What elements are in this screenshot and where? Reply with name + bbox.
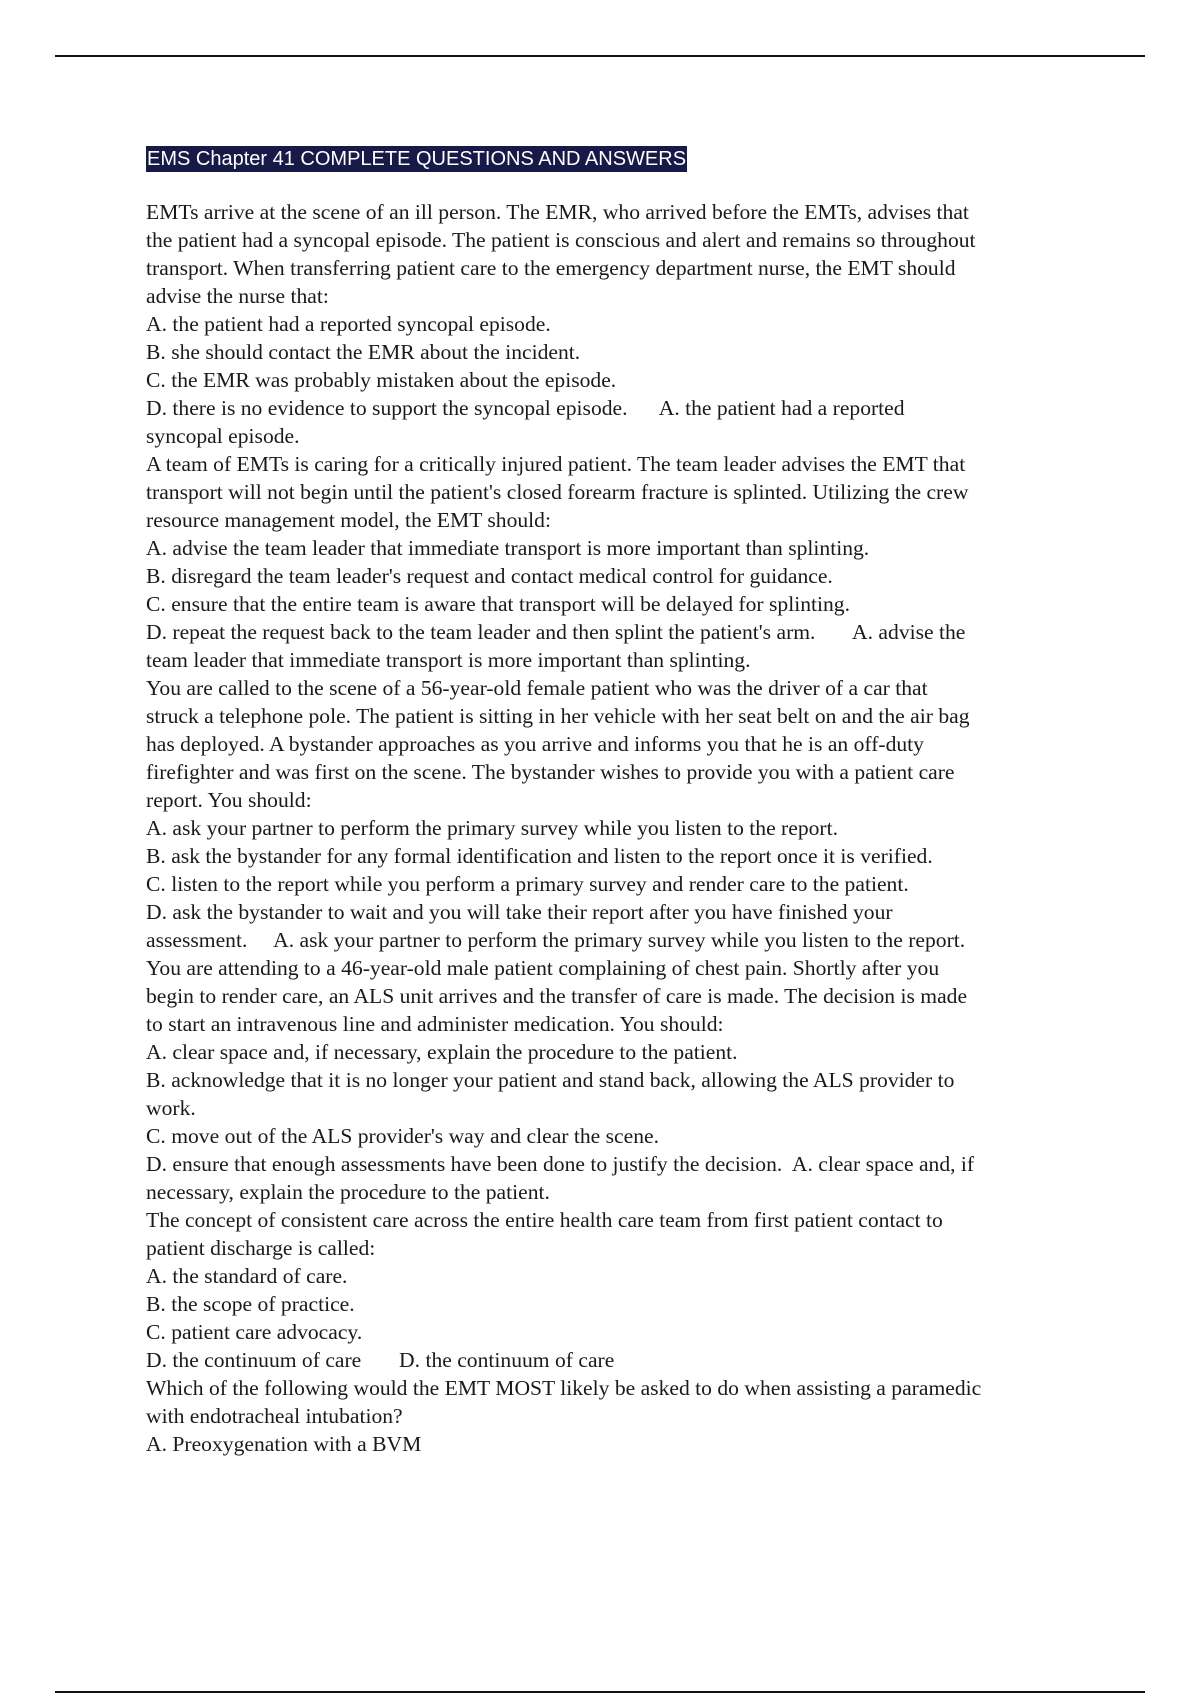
text-line: transport. When transferring patient care to the emergency department nurse, the EMT should xyxy=(146,256,956,280)
text-line: A. clear space and, if necessary, explain the procedure to the patient. xyxy=(146,1040,738,1064)
text-line: D. the continuum of care D. the continuum of care xyxy=(146,1348,615,1372)
text-line: begin to render care, an ALS unit arrives and the transfer of care is made. The decision is made xyxy=(146,984,968,1008)
text-line: to start an intravenous line and administer medication. You should: xyxy=(146,1012,724,1036)
text-line: B. acknowledge that it is no longer your patient and stand back, allowing the ALS provider to xyxy=(146,1068,955,1092)
document-title: EMS Chapter 41 COMPLETE QUESTIONS AND ANSWERS xyxy=(147,148,687,170)
text-line: with endotracheal intubation? xyxy=(146,1404,403,1428)
text-line: B. disregard the team leader's request and contact medical control for guidance. xyxy=(146,564,833,588)
text-line: transport will not begin until the patient's closed forearm fracture is splinted. Utilizing the crew xyxy=(146,480,969,504)
title-block xyxy=(146,146,687,172)
text-line: syncopal episode. xyxy=(146,424,300,448)
text-line: report. You should: xyxy=(146,788,312,812)
text-line: C. ensure that the entire team is aware that transport will be delayed for splinting. xyxy=(146,592,850,616)
text-line: the patient had a syncopal episode. The patient is conscious and alert and remains so throughout xyxy=(146,228,976,252)
text-line: has deployed. A bystander approaches as you arrive and informs you that he is an off-duty xyxy=(146,732,924,756)
text-line: C. the EMR was probably mistaken about the episode. xyxy=(146,368,617,392)
text-line: You are attending to a 46-year-old male patient complaining of chest pain. Shortly after you xyxy=(146,956,940,980)
text-line: firefighter and was first on the scene. The bystander wishes to provide you with a patient care xyxy=(146,760,955,784)
text-line: D. repeat the request back to the team leader and then splint the patient's arm. A. advise the xyxy=(146,620,966,644)
text-line: A. the standard of care. xyxy=(146,1264,348,1288)
top-rule xyxy=(55,55,1145,57)
text-line: A. the patient had a reported syncopal episode. xyxy=(146,312,551,336)
text-line: EMTs arrive at the scene of an ill person. The EMR, who arrived before the EMTs, advises that xyxy=(146,200,969,224)
text-line: team leader that immediate transport is more important than splinting. xyxy=(146,648,751,672)
text-line: C. listen to the report while you perform a primary survey and render care to the patient. xyxy=(146,872,909,896)
text-line: struck a telephone pole. The patient is sitting in her vehicle with her seat belt on and the air bag xyxy=(146,704,970,728)
text-line: A. ask your partner to perform the primary survey while you listen to the report. xyxy=(146,816,839,840)
text-line: B. the scope of practice. xyxy=(146,1292,355,1316)
text-line: D. there is no evidence to support the syncopal episode. A. the patient had a reported xyxy=(146,396,905,420)
text-line: B. ask the bystander for any formal identification and listen to the report once it is verified. xyxy=(146,844,933,868)
text-line: D. ask the bystander to wait and you will take their report after you have finished your xyxy=(146,900,893,924)
text-line: C. move out of the ALS provider's way and clear the scene. xyxy=(146,1124,659,1148)
text-line: Which of the following would the EMT MOST likely be asked to do when assisting a paramedic xyxy=(146,1376,982,1400)
text-line: A. advise the team leader that immediate transport is more important than splinting. xyxy=(146,536,870,560)
text-line: work. xyxy=(146,1096,196,1120)
text-line: The concept of consistent care across the entire health care team from first patient contact to xyxy=(146,1208,943,1232)
question-answer-body xyxy=(146,198,1086,1458)
text-line: A team of EMTs is caring for a critically injured patient. The team leader advises the EMT that xyxy=(146,452,966,476)
text-line: advise the nurse that: xyxy=(146,284,329,308)
text-line: D. ensure that enough assessments have been done to justify the decision. A. clear space and, if xyxy=(146,1152,975,1176)
text-line: resource management model, the EMT should: xyxy=(146,508,551,532)
text-line: B. she should contact the EMR about the incident. xyxy=(146,340,581,364)
text-line: C. patient care advocacy. xyxy=(146,1320,363,1344)
text-line: You are called to the scene of a 56-year-old female patient who was the driver of a car that xyxy=(146,676,928,700)
text-line: patient discharge is called: xyxy=(146,1236,376,1260)
text-line: A. Preoxygenation with a BVM xyxy=(146,1432,422,1456)
bottom-rule xyxy=(55,1691,1145,1693)
text-line: necessary, explain the procedure to the patient. xyxy=(146,1180,550,1204)
text-line: assessment. A. ask your partner to perform the primary survey while you listen to the report. xyxy=(146,928,966,952)
